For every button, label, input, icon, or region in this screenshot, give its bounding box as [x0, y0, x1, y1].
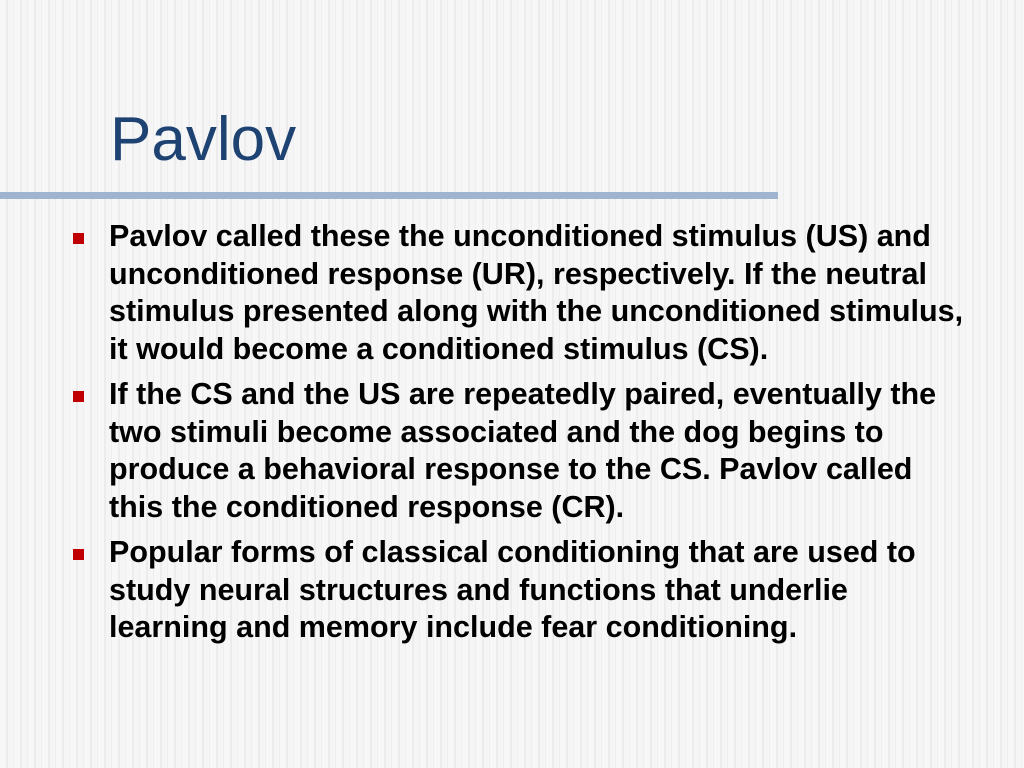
bullet-item: [0, 534, 969, 647]
bullet-text: If the CS and the US are repeatedly paired, eventually the two stimuli become associated and the dog begins to produce a behavioral response to the CS. Pavlov called this the conditioned response (CR).: [109, 377, 937, 524]
square-bullet-icon: [73, 233, 84, 244]
bullet-text: Popular forms of classical conditioning that are used to study neural structures and functions that underlie learning and memory include fear conditioning.: [109, 535, 916, 644]
bullet-item: [0, 376, 969, 526]
bullet-list: [0, 218, 1024, 655]
square-bullet-icon: [73, 549, 84, 560]
bullet-item: [0, 218, 969, 368]
slide-title: Pavlov: [110, 105, 297, 174]
bullet-text: Pavlov called these the unconditioned stimulus (US) and unconditioned response (UR), respectively. If the neutral stimulus presented along with the unconditioned stimulus, it would become a conditioned stimulus (CS).: [109, 219, 964, 366]
square-bullet-icon: [73, 391, 84, 402]
title-divider: [0, 192, 778, 199]
